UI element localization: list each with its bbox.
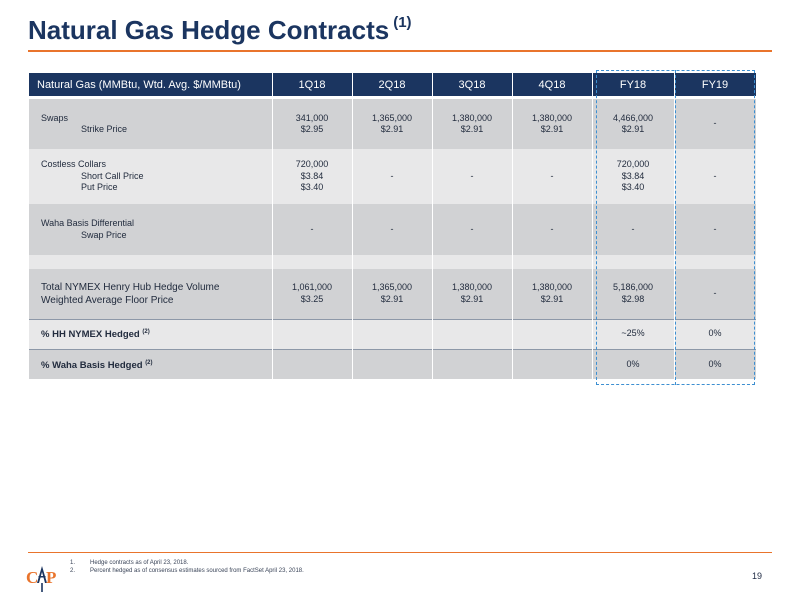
table-row-collars [29,149,756,204]
footnote-2: 2. Percent hedged as of consensus estimates sourced from FactSet April 23, 2018. [70,568,304,574]
footer-rule [28,552,772,553]
header-3q18: 3Q18 [432,73,512,96]
cell: - [272,204,352,255]
title-rule [28,50,772,52]
cell: - [674,204,756,255]
cell: - [432,204,512,255]
svg-text:P: P [46,568,57,587]
page-title: Natural Gas Hedge Contracts $^{(1)}$ [28,14,412,45]
cell: - [674,149,756,204]
cell: 1,380,000 $2.91 [432,269,512,319]
cell: 1,380,000 $2.91 [512,99,592,149]
cell: - [674,99,756,149]
cell: 720,000 $3.84 $3.40 [592,149,674,204]
cell: 1,061,000 $3.25 [272,269,352,319]
cell: 5,186,000 $2.98 [592,269,674,319]
row-label: Total NYMEX Henry Hub Hedge Volume Weighted Average Floor Price [29,269,272,319]
row-label: Costless Collars Short Call Price Put Price [29,149,272,204]
cell: - [352,149,432,204]
cell: 0% [674,319,756,349]
table-row-waha-hedged [29,349,756,379]
cell: 4,466,000 $2.91 [592,99,674,149]
cell: - [512,204,592,255]
table-row-spacer [29,255,756,269]
row-label: Waha Basis Differential Swap Price [29,204,272,255]
cell: 720,000 $3.84 $3.40 [272,149,352,204]
table-row-swaps [29,99,756,149]
cell: - [432,149,512,204]
cell: 1,380,000 $2.91 [432,99,512,149]
footnotes [70,559,304,575]
row-label: Swaps Strike Price [29,99,272,149]
cell: 0% [674,349,756,379]
svg-text:C: C [26,568,39,587]
row-label: % HH NYMEX Hedged $^{(2)}$ [29,319,272,349]
cell: ~25% [592,319,674,349]
title-footnote-ref: (1) [393,14,412,31]
header-4q18: 4Q18 [512,73,592,96]
cell: - [512,149,592,204]
cell: - [592,204,674,255]
cell: 1,365,000 $2.91 [352,269,432,319]
table-row-total [29,269,756,319]
header-label: Natural Gas (MMBtu, Wtd. Avg. $/MMBtu) [29,73,272,96]
table-header-row [29,73,756,96]
cell: - [352,204,432,255]
row-label: % Waha Basis Hedged $^{(2)}$ [29,349,272,379]
table-row-waha [29,204,756,255]
cell: 341,000 $2.95 [272,99,352,149]
page-number: 19 [752,571,763,581]
footnote-1: 1. Hedge contracts as of April 23, 2018. [70,560,189,566]
header-fy18: FY18 [592,73,674,96]
cell: 1,380,000 $2.91 [512,269,592,319]
table-row-hh-hedged [29,319,756,349]
cap-logo [26,562,58,594]
cell: - [674,269,756,319]
hedge-table [29,73,757,379]
cell: 1,365,000 $2.91 [352,99,432,149]
header-2q18: 2Q18 [352,73,432,96]
cell: 0% [592,349,674,379]
header-1q18: 1Q18 [272,73,352,96]
header-fy19: FY19 [674,73,756,96]
